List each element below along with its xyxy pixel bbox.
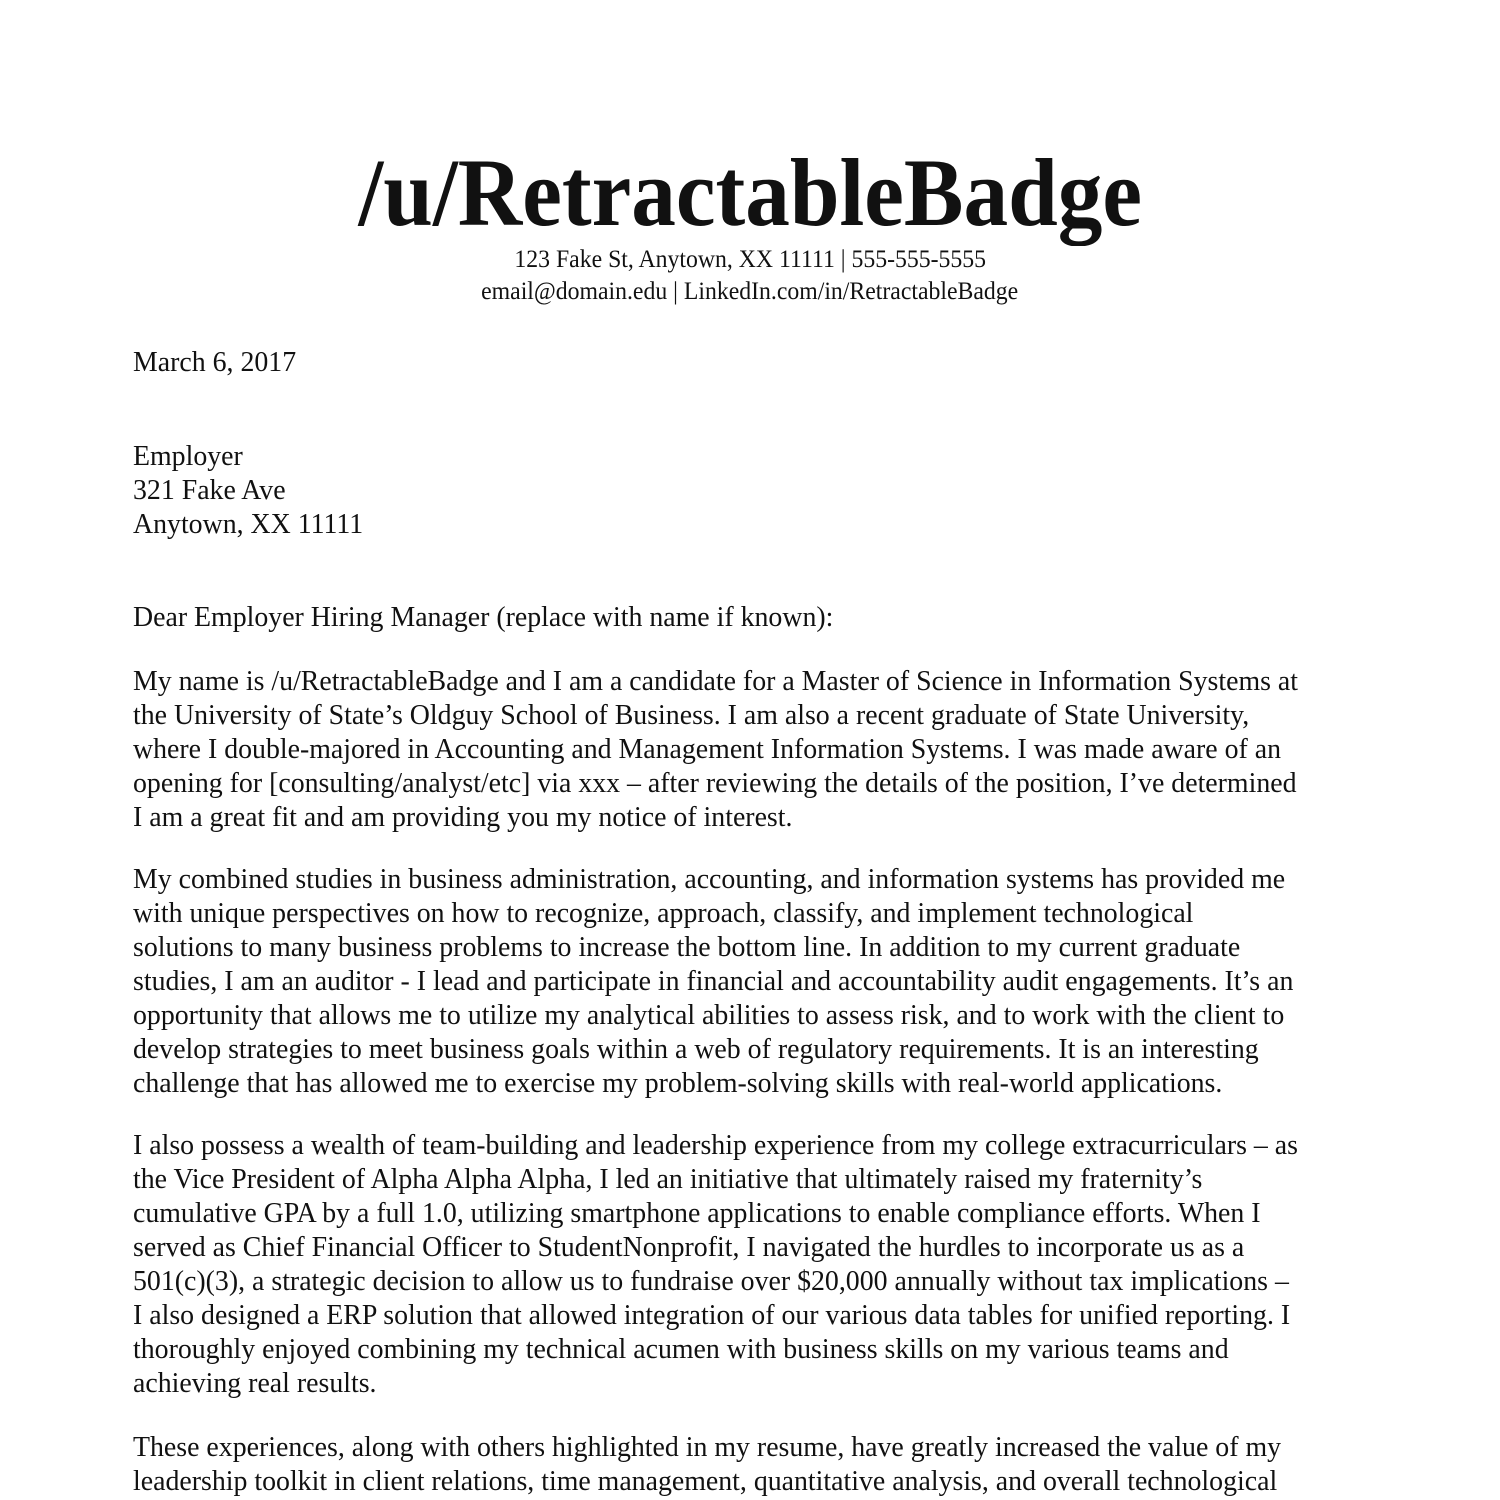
contact-address-phone xyxy=(0,245,1500,275)
applicant-name-text: /u/RetractableBadge xyxy=(358,139,1142,246)
contact-email-linkedin xyxy=(0,277,1500,307)
letter-date: March 6, 2017 xyxy=(133,346,297,378)
paragraph-line: My combined studies in business administration, accounting, and information systems has provided me xyxy=(133,863,1286,895)
recipient-city: Anytown, XX 11111 xyxy=(133,508,364,540)
paragraph-line: the Vice President of Alpha Alpha Alpha, I led an initiative that ultimately raised my fraternity’s xyxy=(133,1163,1203,1195)
paragraph-line: solutions to many business problems to increase the bottom line. In addition to my current graduate xyxy=(133,931,1241,963)
paragraph-line: I am a great fit and am providing you my notice of interest. xyxy=(133,801,793,833)
paragraph-line: studies, I am an auditor - I lead and participate in financial and accountability audit engagements. It’s an xyxy=(133,965,1294,997)
paragraph-line: served as Chief Financial Officer to StudentNonprofit, I navigated the hurdles to incorporate us as a xyxy=(133,1231,1245,1263)
contact-line-1: 123 Fake St, Anytown, XX 11111 | 555-555-5555 xyxy=(514,246,986,273)
paragraph-line: 501(c)(3), a strategic decision to allow us to fundraise over $20,000 annually without tax implications – xyxy=(133,1265,1289,1297)
paragraph-line: where I double-majored in Accounting and Management Information Systems. I was made aware of an xyxy=(133,733,1282,765)
recipient-name: Employer xyxy=(133,440,243,472)
paragraph-line: the University of State’s Oldguy School of Business. I am also a recent graduate of State University, xyxy=(133,699,1250,731)
paragraph-line: opening for [consulting/analyst/etc] via xxx – after reviewing the details of the position, I’ve determined xyxy=(133,767,1297,799)
contact-line-2: email@domain.edu | LinkedIn.com/in/RetractableBadge xyxy=(481,278,1019,305)
paragraph-line: develop strategies to meet business goals within a web of regulatory requirements. It is an interesting xyxy=(133,1033,1259,1065)
paragraph-line: thoroughly enjoyed combining my technical acumen with business skills on my various teams and xyxy=(133,1333,1229,1365)
paragraph-line: leadership toolkit in client relations, time management, quantitative analysis, and overall technological xyxy=(133,1465,1278,1497)
salutation: Dear Employer Hiring Manager (replace with name if known): xyxy=(133,601,834,633)
paragraph-line: I also designed a ERP solution that allowed integration of our various data tables for unified reporting. I xyxy=(133,1299,1291,1331)
recipient-street: 321 Fake Ave xyxy=(133,474,286,506)
paragraph-line: achieving real results. xyxy=(133,1367,377,1399)
paragraph-line: challenge that has allowed me to exercise my problem-solving skills with real-world applications. xyxy=(133,1067,1223,1099)
paragraph-line: cumulative GPA by a full 1.0, utilizing smartphone applications to enable compliance efforts. When I xyxy=(133,1197,1261,1229)
paragraph-line: with unique perspectives on how to recognize, approach, classify, and implement technological xyxy=(133,897,1194,929)
paragraph-line: opportunity that allows me to utilize my analytical abilities to assess risk, and to work with the client to xyxy=(133,999,1285,1031)
paragraph-line: These experiences, along with others highlighted in my resume, have greatly increased the value of my xyxy=(133,1431,1282,1463)
applicant-name-heading xyxy=(0,138,1500,248)
paragraph-line: My name is /u/RetractableBadge and I am a candidate for a Master of Science in Information Systems at xyxy=(133,665,1299,697)
paragraph-line: I also possess a wealth of team-building and leadership experience from my college extracurriculars – as xyxy=(133,1129,1298,1161)
